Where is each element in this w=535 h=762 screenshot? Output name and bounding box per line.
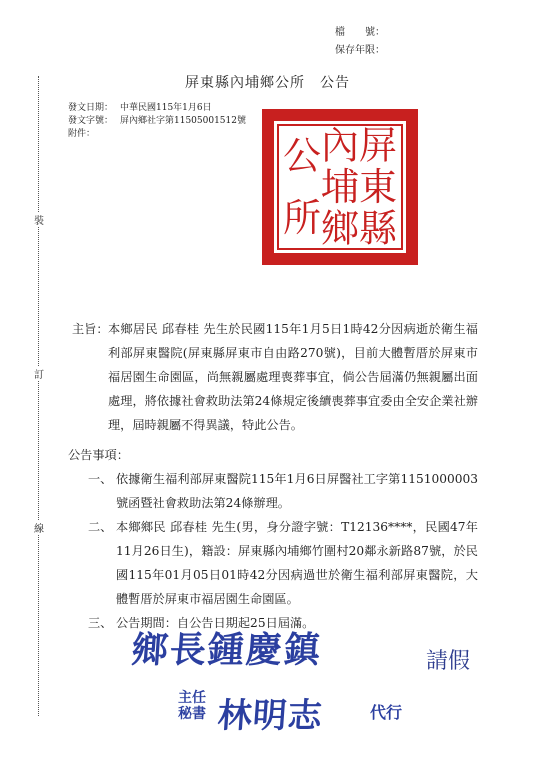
seal-char: 縣 — [358, 206, 398, 251]
secretary-acting-note: 代行 — [370, 703, 403, 722]
mayor-leave-note: 請假 — [426, 649, 471, 674]
notice-item-text: 依據衛生福利部屏東醫院115年1月6日屏醫社工字第1151000003號函暨社會救助法第24條辦理。 — [116, 472, 478, 510]
seal-char: 內 — [320, 123, 360, 168]
notice-item-text: 本鄉鄉民 邱春桂 先生(男，身分證字號：T12136****，民國47年11月26日生)，籍設：屏東縣內埔鄉竹圍村20鄰永新路87號，於民國115年01月05日01時42分因病過世於衛生福利部屏東醫院，大體暫厝於屏東市福居園生命園區。 — [116, 520, 478, 606]
retention-period-label: 保存年限： — [335, 45, 385, 56]
seal-char: 東 — [358, 165, 398, 209]
document-number-value: 屏內鄉社字第11505001512號 — [120, 116, 246, 126]
notice-item-number: 三、 — [88, 616, 113, 630]
archive-info — [335, 24, 385, 60]
official-seal — [262, 109, 418, 265]
mayor-signature-stamp: 鄉長鍾慶鎮 — [130, 630, 324, 671]
seal-char: 鄉 — [320, 206, 360, 251]
secretary-title — [178, 690, 206, 722]
issue-date-label: 發文日期： — [68, 103, 114, 113]
secretary-title-line1: 主任 — [178, 690, 206, 706]
subject-text: 本鄉居民 邱春桂 先生於民國115年1月5日1時42分因病逝於衛生福利部屏東醫院(屏東縣屏東市自由路270號)，目前大體暫厝於屏東市福居園生命園區，尚無親屬處理喪葬事宜，倘公告屆滿仍無親屬出面處理，將依據社會救助法第24條規定後續喪葬事宜委由全安企業社辦理，屆時親屬不得異議，特此公告。 — [108, 322, 478, 432]
notice-item-number: 二、 — [88, 520, 113, 534]
seal-char: 公 — [282, 134, 322, 178]
seal-char: 埔 — [320, 165, 360, 209]
binding-char-staple: 訂 — [33, 366, 45, 381]
notice-item-text: 公告期間：自公告日期起25日屆滿。 — [116, 616, 315, 630]
issue-date-value: 中華民國115年1月6日 — [120, 103, 212, 113]
attachment-label: 附件： — [68, 129, 96, 139]
secretary-signature-stamp: 林明志 — [216, 696, 325, 736]
seal-char: 屏 — [358, 123, 398, 168]
binding-line — [38, 76, 39, 716]
notice-heading: 公告事項： — [68, 448, 129, 462]
seal-char: 所 — [282, 196, 322, 240]
seal-text-graphic — [274, 121, 406, 253]
document-number-label: 發文字號： — [68, 116, 114, 126]
binding-char-bind: 裝 — [33, 212, 45, 227]
document-meta — [68, 102, 246, 141]
subject-label: 主旨： — [72, 322, 109, 336]
document-title: 屏東縣內埔鄉公所 公告 — [185, 75, 350, 91]
secretary-title-line2: 秘書 — [178, 706, 206, 722]
notice-item-number: 一、 — [88, 472, 113, 486]
file-number-label: 檔 號： — [335, 27, 385, 38]
binding-char-line: 線 — [33, 520, 45, 535]
